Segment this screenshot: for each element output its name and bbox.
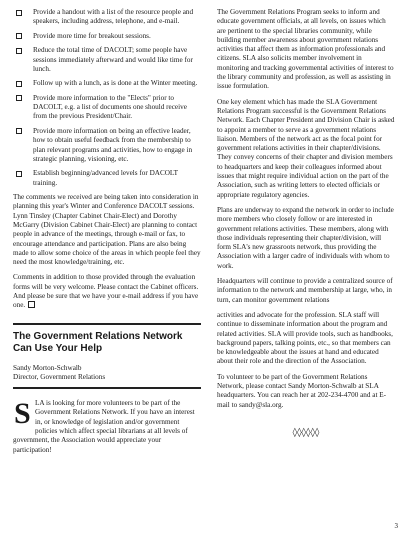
body-paragraph: To volunteer to be part of the Government Relations Network, please contact Sandy Morton-Schwalb at SLA headquarters. You can reach her at 202-234-4700 and at E-mail to sandy@sla.org. [217, 372, 387, 409]
body-paragraph: activities and advocate for the profession. SLA staff will continue to disseminate information about the program and related activities. SLA will provide tools, such as handbooks, background papers, talking points, etc., so that members can be knowledgeable about the issues at hand and educated about their role and the direction of the Association. [217, 310, 393, 366]
checkbox-icon [16, 10, 22, 16]
list-item: Provide more time for breakout sessions. [13, 32, 201, 41]
article-title: The Government Relations Network Can Use Your Help [13, 330, 183, 355]
body-paragraph: Plans are underway to expand the network in order to include more members who closely follow or are interested in government relations activities. These members, along with those individuals representing their chapter/division, will form SLA's new grassroots network, thus providing the Association with a larger cadre of individuals with whom to work. [217, 205, 394, 270]
body-paragraph: Comments in addition to those provided through the evaluation forms will be very welcome. Please contact the Cabinet officers. And please be sure that we have your e-mail address if you have one. [13, 273, 199, 310]
body-paragraph: The comments we received are being taken into consideration in planning this year's Winter and Conference DACOLT sessions. Lynn Tinsley (Chapter Cabinet Chair-Elect) and Dorothy McGarry (Division Cabinet Chair-Elect) are planning to contact people in advance of the meetings, through e-mail or fax, to encourage attendance and participation. Plans are also being made to allow some choice of the areas in which people feel they need the most knowledge/training, etc. [13, 193, 201, 267]
author-name: Sandy Morton-Schwalb [13, 363, 82, 372]
svg-text:S: S [14, 399, 31, 428]
checkbox-icon [16, 81, 22, 87]
list-item: Provide more information on being an effective leader, how to obtain useful feedback from the membership to plan relevant programs and activities, how to engage in strategic planning, visioning, etc. [13, 127, 201, 164]
list-item: Provide a handout with a list of the resource people and speakers, including address, telephone, and e-mail. [13, 8, 201, 27]
article-bottom-rule [13, 387, 201, 389]
suggestion-list [13, 8, 201, 188]
list-item: Reduce the total time of DACOLT; some people have sessions immediately afterward and would like time for lunch. [13, 46, 201, 74]
list-item: Provide more information to the "Elects" prior to DACOLT, e.g. a list of documents one should receive from the previous President/Chair. [13, 94, 201, 122]
page-number: 3 [394, 522, 398, 530]
section-ornament: ◊◊◊◊◊◊ [292, 427, 320, 438]
checkbox-icon [16, 95, 22, 101]
list-item: Follow up with a lunch, as is done at the Winter meeting. [13, 79, 201, 88]
checkbox-icon [16, 171, 22, 177]
list-item: Establish beginning/advanced levels for DACOLT training. [13, 169, 201, 188]
body-paragraph: One key element which has made the SLA Government Relations Program successful is the Government Relations Network. Each Chapter President and Division Chair is asked to appoint a member to serve as a government relations liaison. Members of the network act as the focal point for government relations activities in their chapter/divisions. They convey concerns of their chapter and division members to headquarters and keep their colleagues informed about issues that might require individual action on the part of the Association, such as writing letters to elected officials or appropriate regulatory agencies. [217, 97, 395, 199]
article-top-rule [13, 323, 201, 325]
author-title: Director, Government Relations [13, 372, 106, 381]
checkbox-icon [16, 128, 22, 134]
right-column [217, 8, 395, 438]
checkbox-icon [16, 33, 22, 39]
body-paragraph: Headquarters will continue to provide a centralized source of information to the network and membership at large, who, in turn, can monitor government relations [217, 277, 393, 304]
end-mark-icon [28, 301, 35, 308]
body-paragraph: The Government Relations Program seeks to inform and educate government officials, at all levels, on issues which are pertinent to the special libraries community, while building member awareness about government relations activities that affect them as information professionals and citizens. SLA also solicits member involvement in monitoring and tracking governmental activities of interest to the library community and profession, as well as assisting in issue formulation. [217, 8, 394, 91]
left-column [13, 8, 201, 455]
checkbox-icon [16, 48, 22, 54]
drop-cap-s [13, 399, 31, 427]
intro-paragraph: S LA is looking for more volunteers to be part of the Government Relations Network. If you have an interest in, or knowledge of legislation and/or government policies which affect special librarians at all levels of government, the Association would appreciate your participation! [13, 399, 195, 454]
